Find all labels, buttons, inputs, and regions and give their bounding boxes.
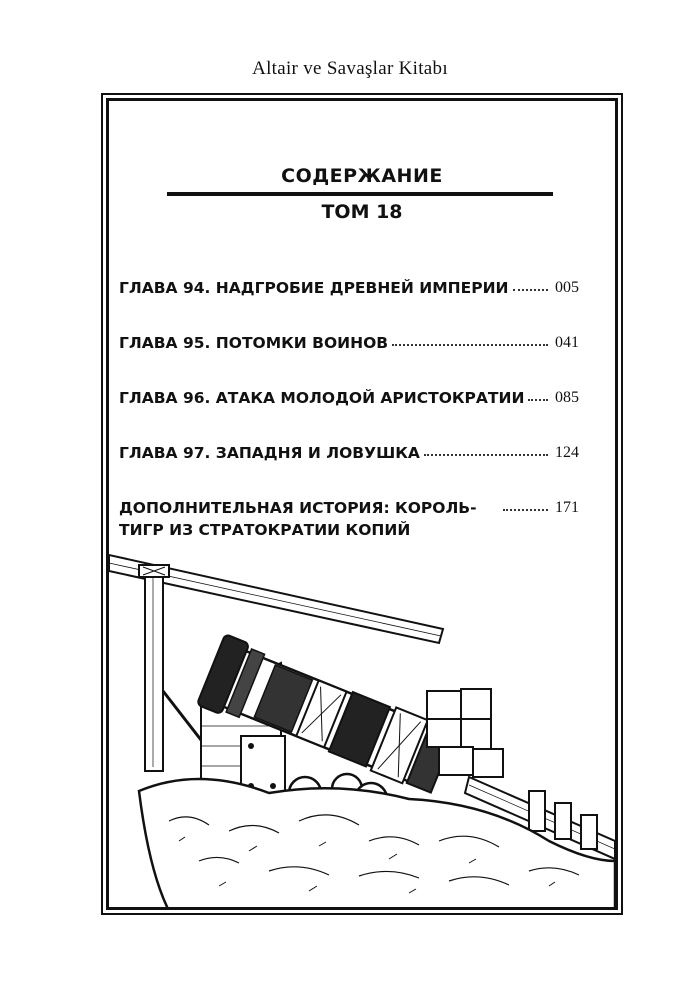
toc-entry-title: ГЛАВА 95. ПОТОМКИ ВОИНОВ	[119, 334, 389, 352]
toc-entry-title: ДОПОЛНИТЕЛЬНАЯ ИСТОРИЯ: КОРОЛЬ-ТИГР ИЗ СТРАТОКРАТИИ КОПИЙ	[119, 499, 477, 539]
volume-label: ТОМ 18	[321, 201, 403, 223]
toc-leader-dots	[528, 387, 548, 401]
toc-entry-title: ГЛАВА 97. ЗАПАДНЯ И ЛОВУШКА	[119, 444, 420, 462]
heading-rule	[167, 192, 553, 196]
toc-entry-page: 041	[555, 334, 579, 351]
toc-entry-page: 124	[555, 444, 579, 461]
toc-leader-dots	[503, 497, 548, 511]
toc-leader-dots	[513, 277, 548, 291]
toc-entry[interactable]	[119, 277, 579, 299]
toc-entry-title: ГЛАВА 94. НАДГРОБИЕ ДРЕВНЕЙ ИМПЕРИИ	[119, 279, 509, 297]
book-title: Altair ve Savaşlar Kitabı	[252, 58, 448, 79]
toc-entry-page: 005	[555, 279, 579, 296]
toc-entry-title: ГЛАВА 96. АТАКА МОЛОДОЙ АРИСТОКРАТИИ	[119, 389, 525, 407]
toc-entry[interactable]	[119, 387, 579, 409]
page-frame	[106, 98, 618, 910]
toc-entry[interactable]	[119, 442, 579, 464]
cannon-illustration	[109, 541, 615, 910]
toc-leader-dots	[392, 332, 548, 346]
contents-heading: СОДЕРЖАНИЕ	[281, 165, 443, 187]
toc-entry[interactable]	[119, 332, 579, 354]
toc-entry-page: 171	[555, 499, 579, 516]
toc-entry-page: 085	[555, 389, 579, 406]
toc-leader-dots	[424, 442, 548, 456]
toc-entry[interactable]	[119, 497, 579, 541]
